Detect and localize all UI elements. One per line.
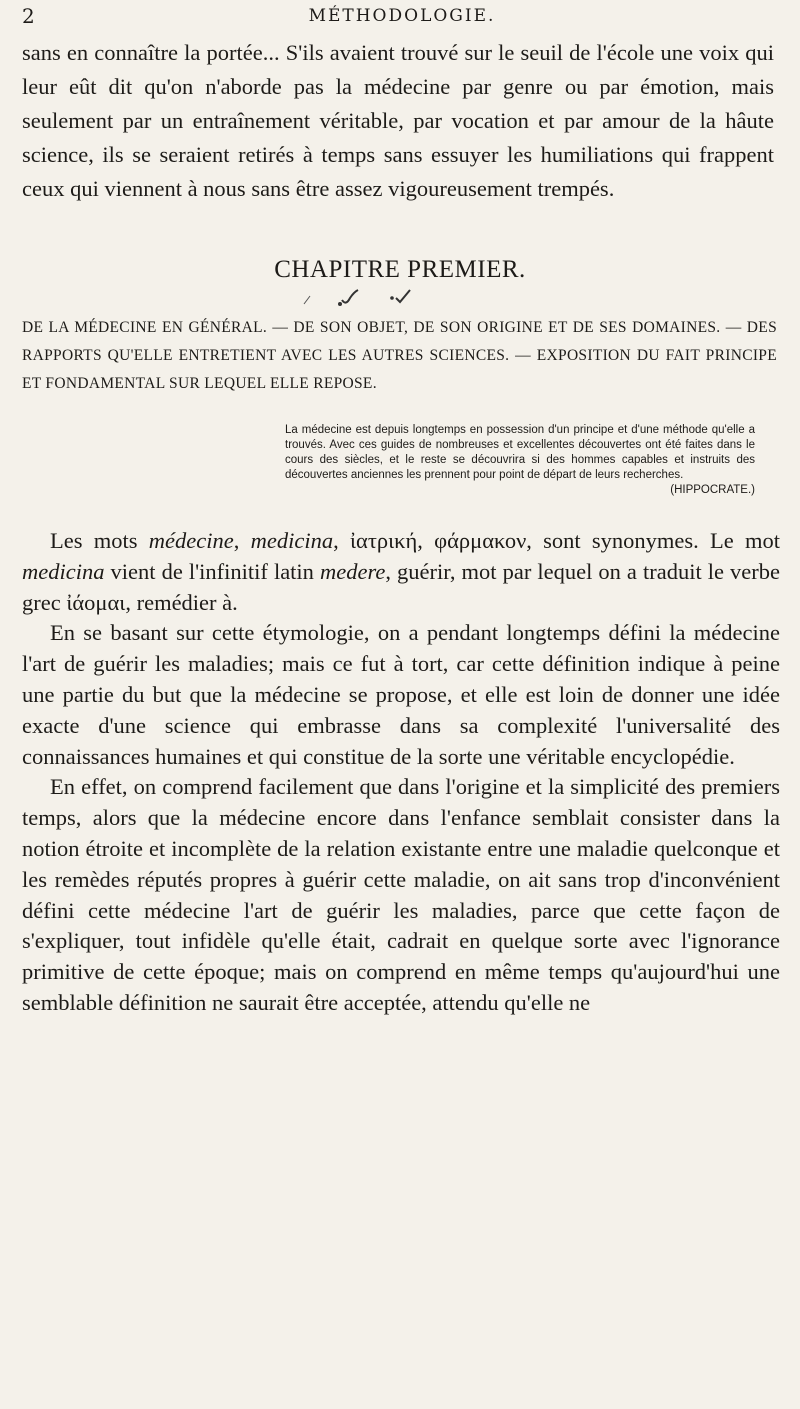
running-title: MÉTHODOLOGIE. <box>308 6 496 26</box>
body-paragraph-3: En effet, on comprend facilement que dans l'origine et la simplicité des premiers temps, alors que la médecine encore dans l'enfance semblait consister dans la notion étroite et incomplète de la relation existante entre une maladie quelconque et les remèdes réputés propres à guérir cette maladie, on ait sans trop d'inconvénient défini cette médecine l'art de guérir les maladies, parce que cette façon de s'expliquer, tout infidèle qu'elle était, cadrait en quelque sorte avec l'ignorance primitive de cette époque; mais on comprend en même temps qu'aujourd'hui une semblable définition ne saurait être acceptée, attendu qu'elle ne <box>22 774 780 1015</box>
p1-text-a: Les mots <box>50 528 149 553</box>
body-paragraph-1 <box>22 526 780 618</box>
epigraph-author: (HIPPOCRATE.) <box>670 484 755 496</box>
p1-text-c: , ἰατρική, φάρμακον, sont synonymes. Le mot <box>333 528 781 553</box>
epigraph <box>285 423 755 498</box>
intro-paragraph: sans en connaître la portée... S'ils avaient trouvé sur le seuil de l'école une voix qui leur eût dit qu'on n'aborde pas la médecine par genre ou par émotion, mais seulement par un entraînement véritable, par vocation et par amour de la hâute science, ils se seraient retirés à temps sans essuyer les humiliations qui frappent ceux qui viennent à nous sans être assez vigoureusement trempés. <box>22 40 774 201</box>
chapter-title: CHAPITRE PREMIER. <box>274 256 526 283</box>
body-paragraph-2: En se basant sur cette étymologie, on a pendant longtemps défini la médecine l'art de guérir les maladies; mais ce fut à tort, car cette définition indique à peine une partie du but que la médecine se propose, et elle est loin de donner une idée exacte d'une science qui embrasse dans sa complexité l'universalité des connaissances humaines et qui constitue de la sorte une véritable encyclopédie. <box>22 620 780 769</box>
page-number: 2 <box>22 4 35 28</box>
chapter-summary: DE LA MÉDECINE EN GÉNÉRAL. — DE SON OBJET, DE SON ORIGINE ET DE SES DOMAINES. — DES RAPPORTS QU'ELLE ENTRETIENT AVEC LES AUTRES SCIENCES. — EXPOSITION DU FAIT PRINCIPE ET FONDAMENTAL SUR LEQUEL ELLE REPOSE. <box>22 319 777 392</box>
p1-text-d: vient de l'infinitif latin <box>104 558 320 584</box>
epigraph-text: La médecine est depuis longtemps en possession d'un principe et d'une méthode qu'elle a trouvés. Avec ces guides de nombreuses et excellentes découvertes ont été faites dans le cours des siècles, et le reste se découvrira si des hommes capables et instruits des découvertes anciennes les prennent pour point de départ de leurs recherches. <box>285 424 755 481</box>
p1-word-medicina: medicina <box>250 528 334 553</box>
p1-word-medere: medere <box>319 558 386 584</box>
p1-text-e: , guérir, mot par lequel on a traduit le verbe grec ἰάομαι, remédier à. <box>22 558 780 615</box>
p1-word-medicina-2: medicina <box>22 558 105 584</box>
ink-marks-ornament <box>300 286 440 313</box>
running-head <box>22 4 782 30</box>
p1-word-medecine: médecine <box>148 528 234 553</box>
chapter-body <box>22 526 780 1019</box>
p1-text-b: , <box>233 528 251 553</box>
